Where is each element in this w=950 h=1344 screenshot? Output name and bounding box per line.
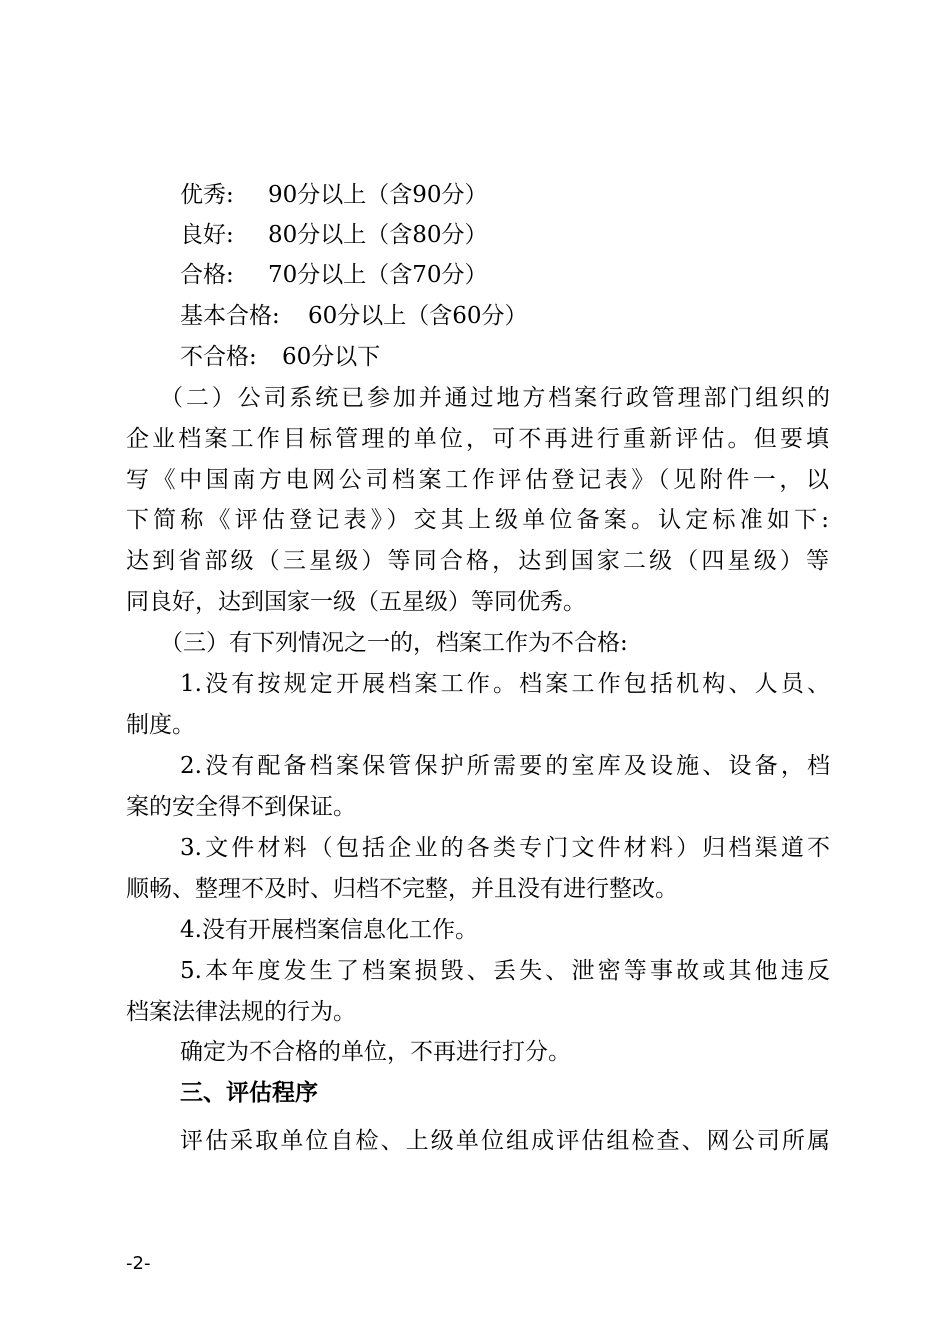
grade-value: 90分以上（含90分）: [268, 182, 488, 208]
grade-value: 60分以上（含60分）: [308, 303, 528, 329]
section3-heading: 三、评估程序: [180, 1079, 318, 1106]
grade-pass: [180, 260, 488, 290]
para2-line: 企业档案工作目标管理的单位，可不再进行重新评估。但要填: [126, 426, 829, 452]
section3-text: 评估采取单位自检、上级单位组成评估组检查、网公司所属: [180, 1128, 830, 1154]
para2-line: 同良好，达到国家一级（五星级）等同优秀。: [126, 589, 586, 615]
item1-line: 制度。: [126, 712, 195, 738]
grade-label: 优秀:: [180, 182, 234, 208]
para2-line: （二）公司系统已参加并通过地方档案行政管理部门组织的: [160, 385, 830, 411]
grade-good: [180, 220, 488, 250]
item5-line: 5.本年度发生了档案损毁、丢失、泄密等事故或其他违反: [180, 958, 830, 984]
grade-value: 80分以上（含80分）: [268, 222, 488, 248]
item2-line: 2.没有配备档案保管保护所需要的室库及设施、设备，档: [180, 753, 830, 779]
grade-label: 良好:: [180, 222, 234, 248]
para2-line: 下简称《评估登记表》）交其上级单位备案。认定标准如下:: [126, 507, 829, 533]
grade-value: 60分以下: [282, 344, 381, 370]
grade-label: 不合格:: [180, 344, 257, 370]
item3-line: 3.文件材料（包括企业的各类专门文件材料）归档渠道不: [180, 835, 830, 861]
item3-line: 顺畅、整理不及时、归档不完整，并且没有进行整改。: [126, 876, 678, 902]
grade-value: 70分以上（含70分）: [268, 262, 488, 288]
para2-line: 写《中国南方电网公司档案工作评估登记表》（见附件一，以: [126, 467, 829, 493]
para3-intro: （三）有下列情况之一的，档案工作为不合格:: [160, 630, 628, 656]
para2-line: 达到省部级（三星级）等同合格，达到国家二级（四星级）等: [126, 548, 829, 574]
grade-label: 合格:: [180, 262, 234, 288]
conclusion-text: 确定为不合格的单位，不再进行打分。: [180, 1039, 571, 1065]
item5-line: 档案法律法规的行为。: [126, 999, 356, 1025]
item4-line: 4.没有开展档案信息化工作。: [180, 917, 478, 943]
grade-fail: [180, 342, 380, 372]
page-number: -2-: [126, 1253, 151, 1274]
grade-label: 基本合格:: [180, 303, 280, 329]
grade-excellent: [180, 180, 488, 210]
item2-line: 案的安全得不到保证。: [126, 794, 356, 820]
item1-line: 1.没有按规定开展档案工作。档案工作包括机构、人员、: [180, 671, 830, 697]
grade-basic-pass: [180, 301, 528, 331]
